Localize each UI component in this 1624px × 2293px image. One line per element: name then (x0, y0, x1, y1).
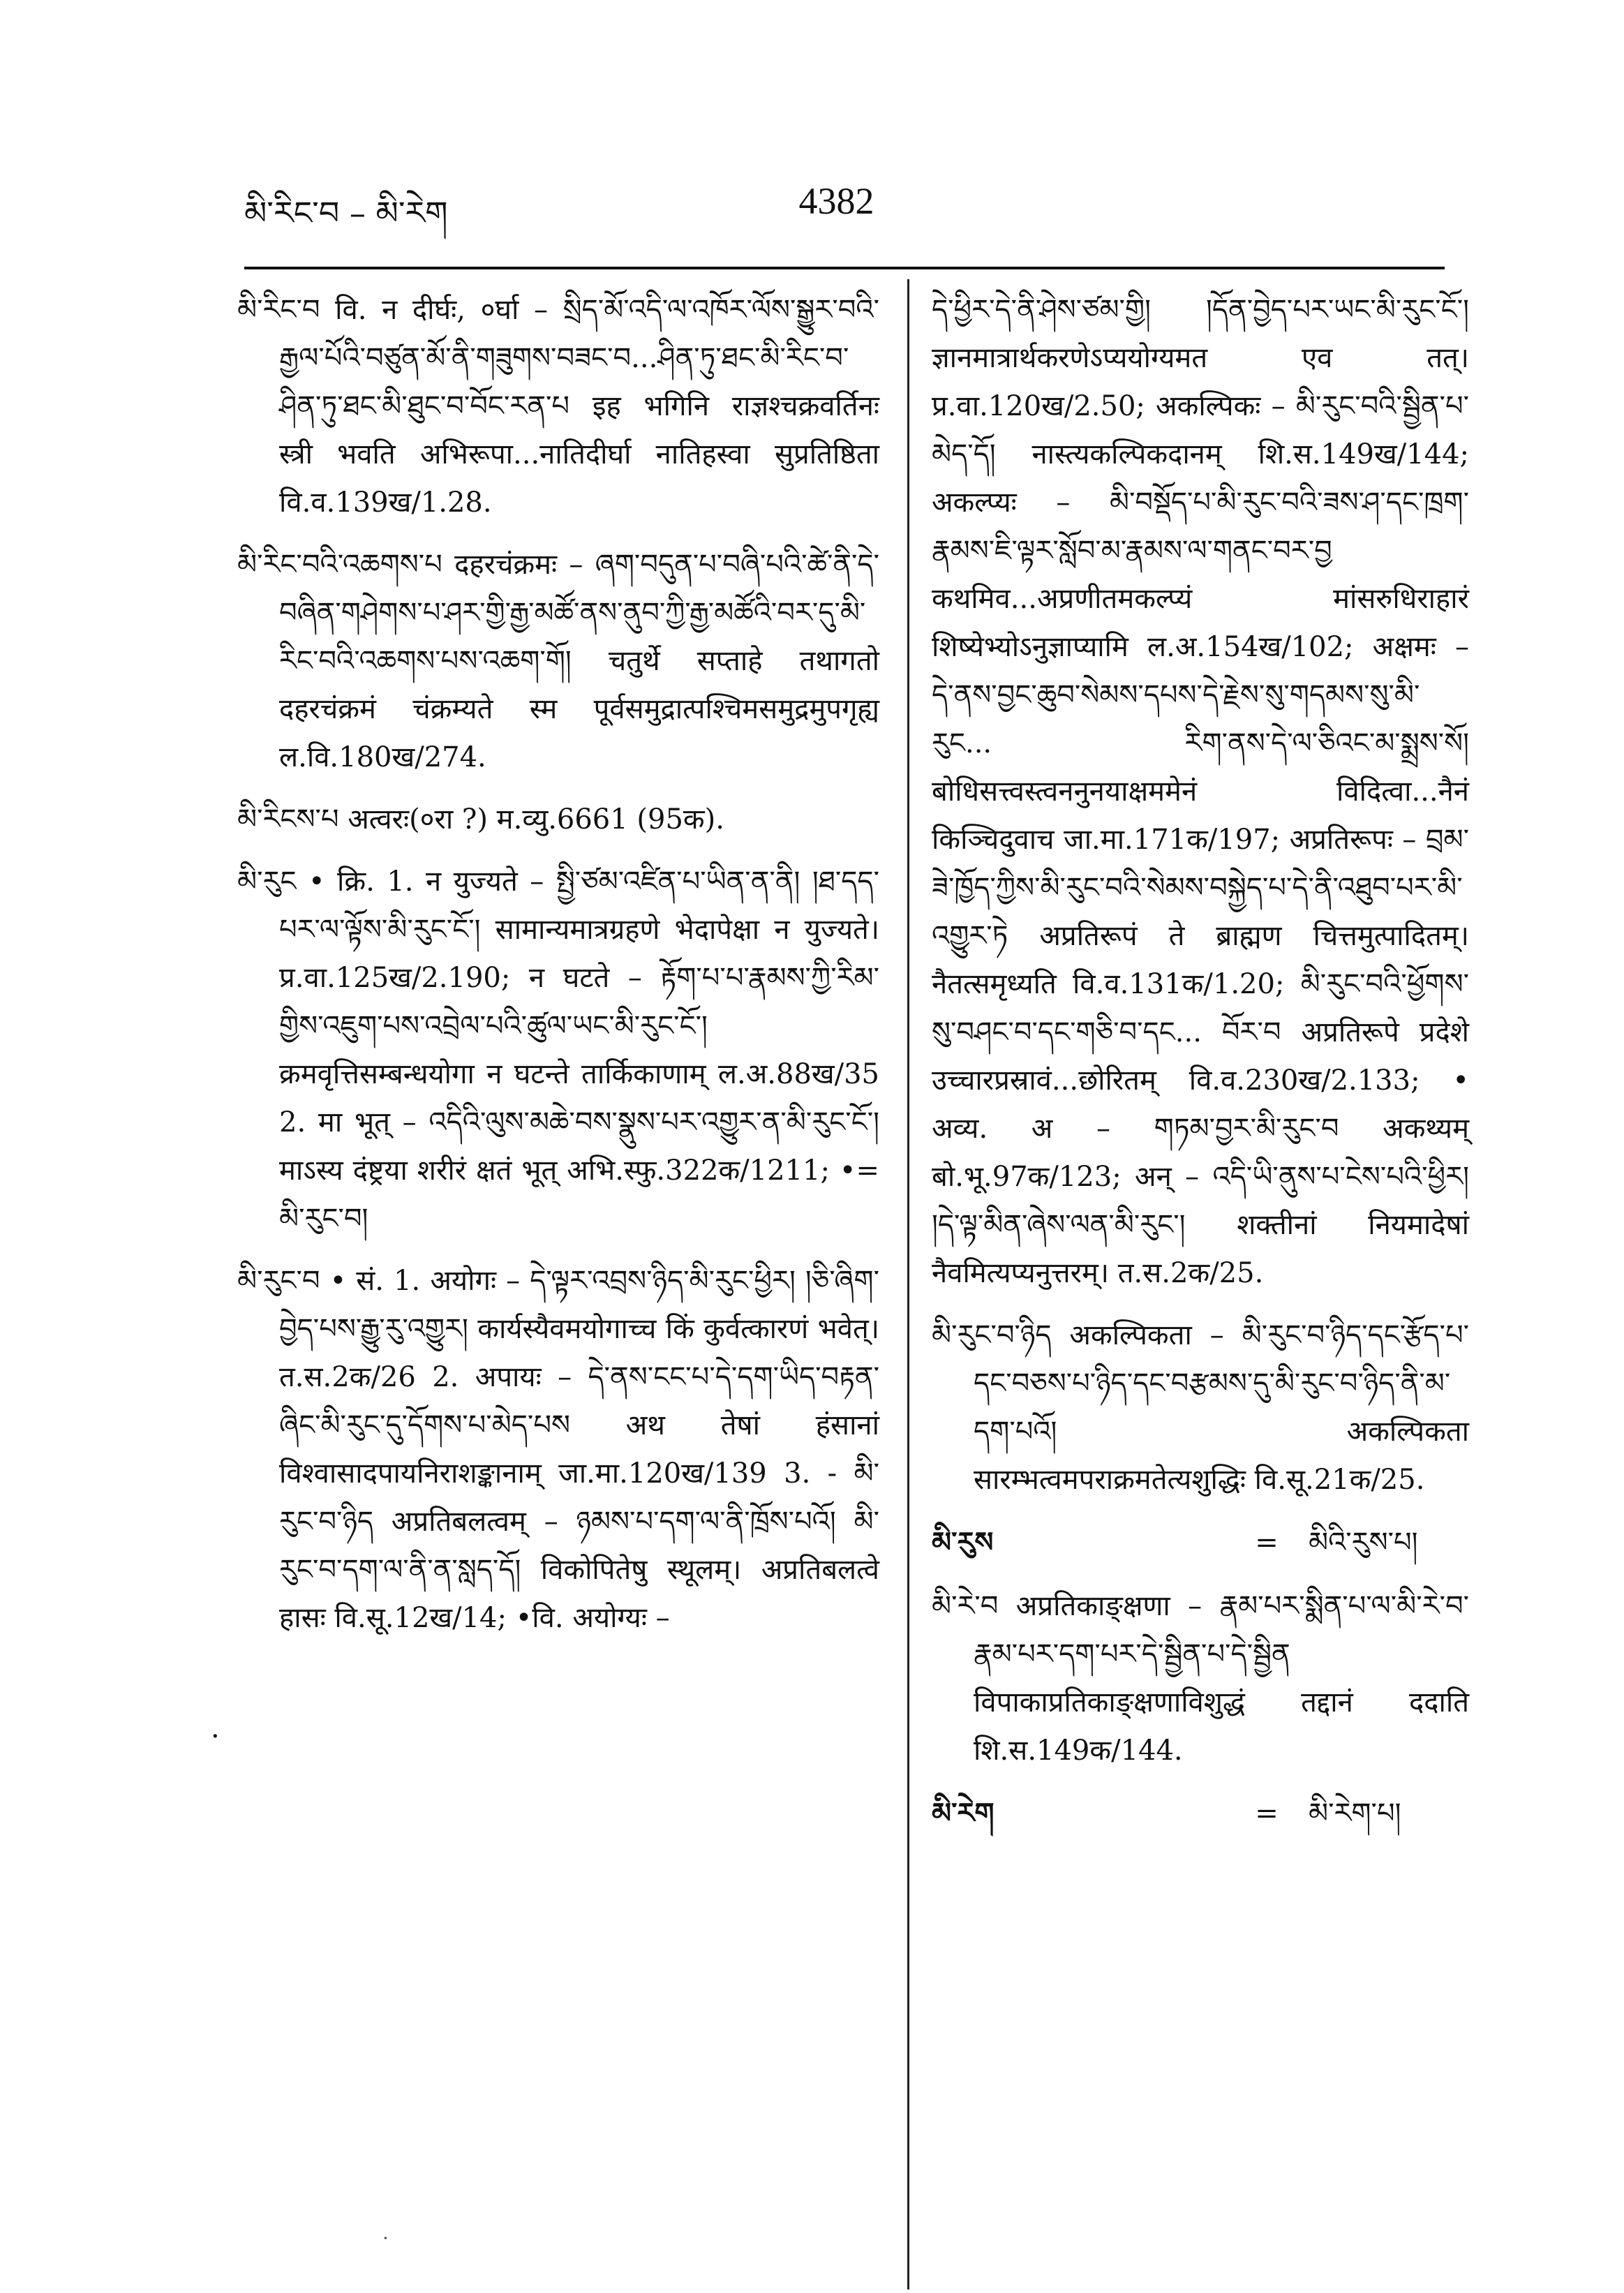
dictionary-entry: མི་རུང་བ • सं. 1. अयोगः – དེ་ལྟར་འབྲས་ཉིད་མི་རུང་ཕྱིར། །ཅི་ཞིག་བྱེད་པས་རྒྱུ་རུ་འགྱུར། कार्यस्यैवमयोगाच्च किं कुर्वत्कारणं भवेत्। त.स.2क/26 2. अपायः – དེ་ནས་ངང་པ་དེ་དག་ཡིད་བརྟན་ཞིང་མི་རུང་དུ་དོགས་པ་མེད་པས अथ तेषां हंसानां विश्वासादपायनिराशङ्कानाम् जा.मा.120ख/139 3. - མི་རུང་བ་ཉིད अप्रतिबलत्वम् – ཉམས་པ་དག་ལ་ནི་ཁྲོས་པའོ། མི་རུང་བ་དག་ལ་ནི་ན་སླད་དོ། विकोपितेषु स्थूलम्। अप्रतिबलत्वे हासः वि.सू.12ख/14; •वि. अयोग्यः – (237, 1265, 879, 1634)
left-column (237, 286, 879, 1656)
running-head: མི་རིང་བ – མི་རེག (244, 194, 448, 232)
xref-equals: = (1255, 1527, 1279, 1559)
xref-equals: = (1255, 1797, 1279, 1830)
dictionary-entry: མི་རེ་བ अप्रतिकाङ्क्षणा – རྣམ་པར་སྨིན་པ་ལ་མི་རེ་བ་རྣམ་པར་དག་པར་དེ་སྦྱིན་པ་དེ་སྦྱིན विपाकाप्रतिकाङ्क्षणाविशुद्धं तद्दानं ददाति शि.स.149क/144. (932, 1590, 1469, 1767)
cross-reference-entry (932, 1789, 1469, 1838)
page-header (237, 178, 1436, 241)
cross-reference-entry (932, 1518, 1469, 1567)
xref-target: མིའི་རུས་པ། (1309, 1527, 1418, 1559)
dictionary-entry: མི་རིང་བ वि. न दीर्घः, ०र्घा – སྲིད་མོ་འདི་ལ་འཁོར་ལོས་སྒྱུར་བའི་རྒྱལ་པོའི་བཙུན་མོ་ནི་གཟུགས་བཟང་བ...ཤིན་ཏུ་ཐང་མི་རིང་བ་ཤིན་ཏུ་ཐང་མི་ཐུང་བ་བོང་རན་པ इह भगिनि राज्ञश्चक्रवर्तिनः स्त्री भवति अभिरूपा...नातिदीर्घा नातिहस्वा सुप्रतिष्ठिता वि.व.139ख/1.28. (237, 294, 879, 519)
dictionary-entry-continuation: དེ་ཕྱིར་དེ་ནི་ཤེས་ཙམ་གྱི། །དོན་བྱེད་པར་ཡང་མི་རུང་ངོ་། ज्ञानमात्रार्थकरणेऽप्ययोग्यमत एव तत्। प्र.वा.120ख/2.50; अकल्पिकः – མི་རུང་བའི་སྦྱིན་པ་མེད་དོ། नास्त्यकल्पिकदानम् शि.स.149ख/144; अकल्प्यः – མི་བསྡོད་པ་མི་རུང་བའི་ཟས་ཤ་དང་ཁྲག་རྣམས་ཇི་ལྟར་སློབ་མ་རྣམས་ལ་གནང་བར་བྱ कथमिव...अप्रणीतमकल्प्यं मांसरुधिराहारं शिष्येभ्योऽनुज्ञाप्यामि ल.अ.154ख/102; अक्षमः – དེ་ནས་བྱང་ཆུབ་སེམས་དཔས་དེ་རྗེས་སུ་གདམས་སུ་མི་རུང... རིག་ནས་དེ་ལ་ཅིའང་མ་སྨྲས་སོ། बोधिसत्त्वस्त्वननुनयाक्षममेनं विदित्वा...नैनं किञ्चिदुवाच जा.मा.171क/197; अप्रतिरूपः – བྲམ་ཟེ་ཁྱོད་ཀྱིས་མི་རུང་བའི་སེམས་བསྐྱེད་པ་དེ་ནི་འཐུབ་པར་མི་འགྱུར་ཏེ अप्रतिरूपं ते ब्राह्मण चित्तमुत्पादितम्। नैतत्समृध्यति वि.व.131क/1.20; མི་རུང་བའི་ཕྱོགས་སུ་བཤང་བ་དང་གཅི་བ་དང... བོར་བ अप्रतिरूपे प्रदेशे उच्चारप्रस्रावं...छोरितम् वि.व.230ख/2.133; • अव्य. अ – གཏམ་བྱར་མི་རུང་བ अकथ्यम् बो.भू.97क/123; अन् – འདི་ཡི་ནུས་པ་ངེས་པའི་ཕྱིར། །དེ་ལྟ་མིན་ཞེས་ལན་མི་རུང་། शक्तीनां नियमादेषां नैवमित्यप्यनुत्तरम्। त.स.2क/25. (932, 294, 1469, 1289)
column-divider (907, 279, 909, 2290)
dictionary-entry: མི་རུང་བ་ཉིད अकल्पिकता – མི་རུང་བ་ཉིད་དང་རྩོད་པ་དང་བཅས་པ་ཉིད་དང་བརྩམས་དུ་མི་རུང་བ་ཉིད་ནི་མ་དག་པའོ། अकल्पिकता सारम्भत्वमपराक्रमतेत्यशुद्धिः वि.सू.21क/25. (932, 1319, 1469, 1496)
page-number: 4382 (798, 180, 874, 222)
xref-target: མི་རེག་པ། (1309, 1797, 1401, 1830)
header-rule (244, 267, 1445, 269)
xref-headword: མི་རེག (932, 1797, 994, 1830)
dictionary-entry: མི་རིང་བའི་འཆགས་པ दहरचंक्रमः – ཞག་བདུན་པ་བཞི་པའི་ཚེ་ནི་དེ་བཞིན་གཤེགས་པ་ཤར་གྱི་རྒྱ་མཚོ་ནས་ནུབ་ཀྱི་རྒྱ་མཚོའི་བར་དུ་མི་རིང་བའི་འཆགས་པས་འཆག་གོ། चतुर्थे सप्ताहे तथागतो दहरचंक्रमं चंक्रम्यते स्म पूर्वसमुद्रात्पश्चिमसमुद्रमुपगृह्य ल.वि.180ख/274. (237, 549, 879, 773)
margin-bullet: · (211, 1721, 220, 1753)
xref-headword: མི་རུས (932, 1526, 994, 1559)
dictionary-entry: མི་རུང • क्रि. 1. न युज्यते – སྤྱི་ཙམ་འཛིན་པ་ཡིན་ན་ནི། །ཐ་དད་པར་ལ་ལྟོས་མི་རུང་ངོ་། सामान्यमात्रग्रहणे भेदापेक्षा न युज्यते। प्र.वा.125ख/2.190; न घटते – རྟོག་པ་པ་རྣམས་ཀྱི་རིམ་གྱིས་འཇུག་པས་འབྲེལ་པའི་ཚུལ་ཡང་མི་རུང་ངོ་། क्रमवृत्तिसम्बन्धयोगा न घटन्ते तार्किकाणाम् ल.अ.88ख/35 2. मा भूत् – འདིའི་ལུས་མཆེ་བས་སྣུས་པར་འགྱུར་ན་མི་རུང་ངོ་། माऽस्य दंष्ट्रया शरीरं क्षतं भूत् अभि.स्फु.322क/1211; •= མི་རུང་བ། (237, 866, 879, 1235)
right-column (932, 286, 1469, 1853)
dictionary-entry: མི་རིངས་པ अत्वरः(०रा ?) म.व्यु.6661 (95क). (237, 803, 724, 836)
margin-dot: · (382, 2227, 389, 2250)
